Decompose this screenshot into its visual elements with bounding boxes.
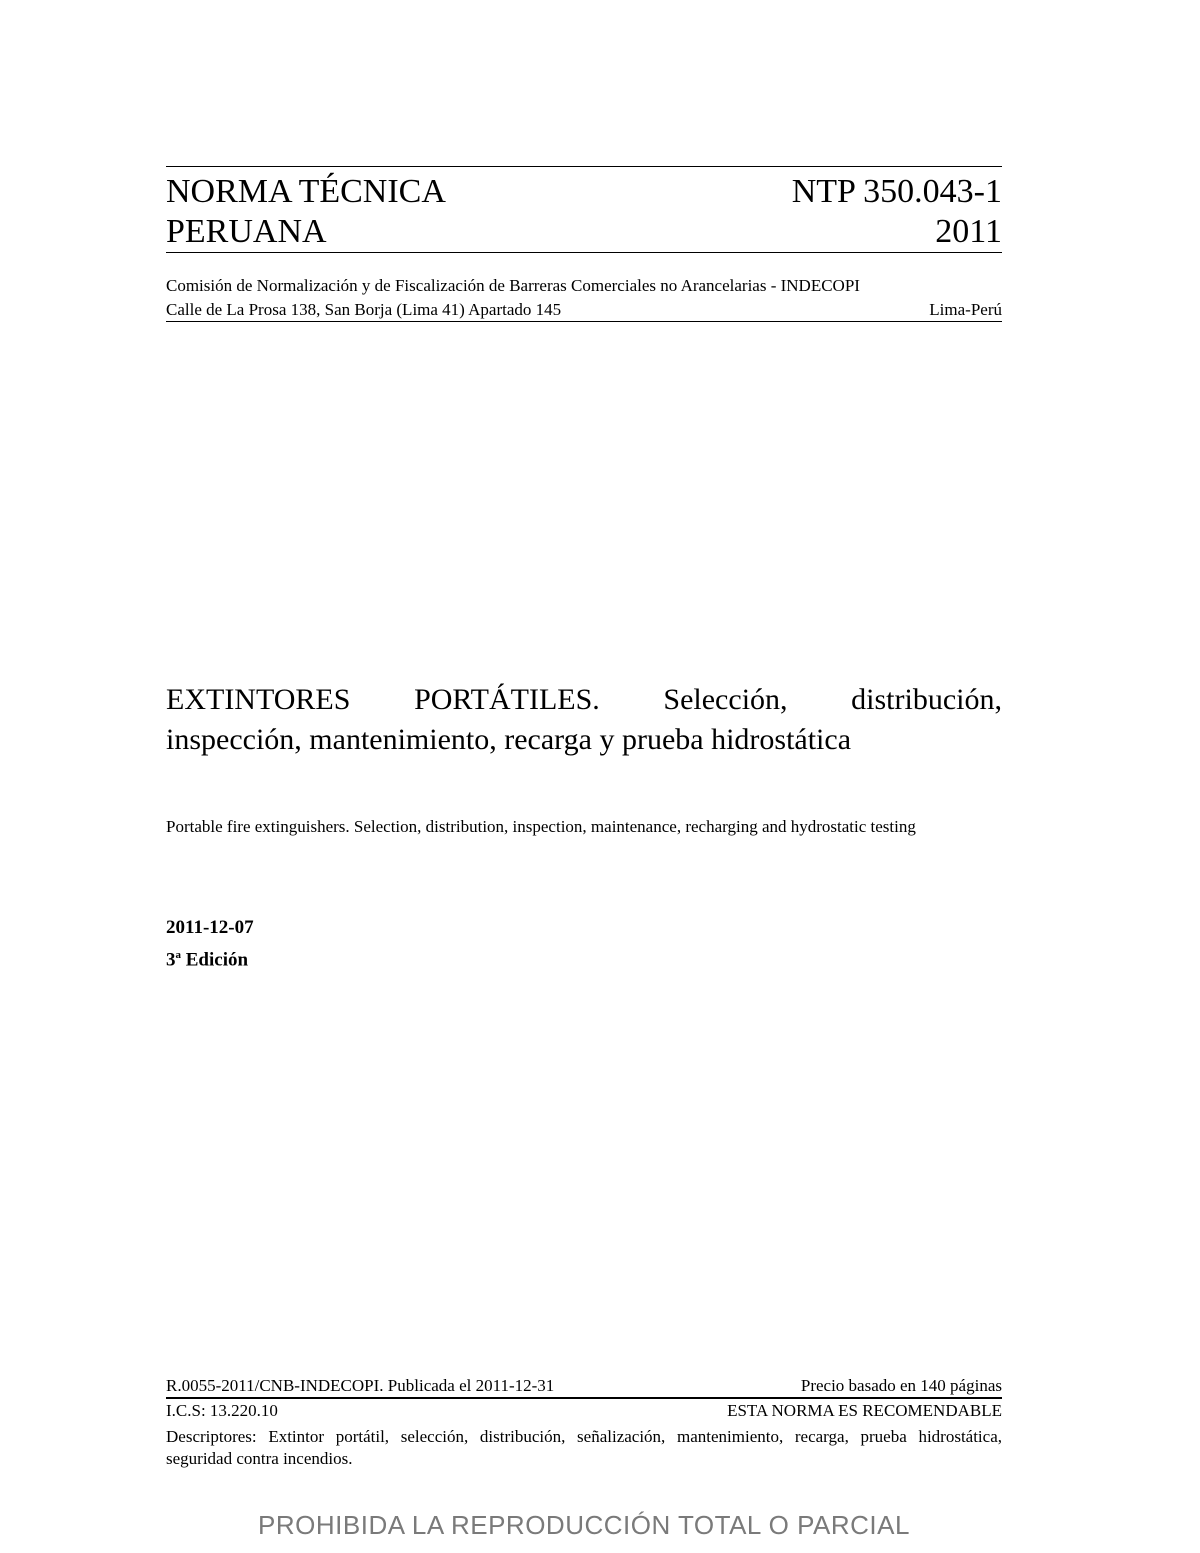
commission-name-row xyxy=(166,275,1002,297)
reproduction-watermark: PROHIBIDA LA REPRODUCCIÓN TOTAL O PARCIAL xyxy=(258,1510,910,1540)
standard-year: 2011 xyxy=(935,213,1002,250)
header-top-rule xyxy=(166,166,1002,167)
edition-number xyxy=(166,942,248,973)
title-word-1: EXTINTORES xyxy=(166,683,351,716)
title-word-2: PORTÁTILES. xyxy=(414,683,600,716)
english-subtitle: Portable fire extinguishers. Selection, distribution, inspection, maintenance, recharging and hydrostatic testing xyxy=(166,817,916,836)
title-word-4: distribución, xyxy=(851,683,1002,716)
recommendation-text: ESTA NORMA ES RECOMENDABLE xyxy=(727,1401,1002,1420)
footer-rule xyxy=(166,1397,1002,1399)
edition-date: 2011-12-07 xyxy=(166,917,254,938)
resolution-text: R.0055-2011/CNB-INDECOPI. Publicada el 2011-12-31 xyxy=(166,1376,555,1395)
ics-text: I.C.S: 13.220.10 xyxy=(166,1401,278,1420)
title-line-2: inspección, mantenimiento, recarga y prueba hidrostática xyxy=(166,723,852,756)
edition-label: Edición xyxy=(185,949,249,971)
edition-superscript: a xyxy=(175,949,181,961)
footer-row-1 xyxy=(166,1375,1002,1397)
commission-address-row xyxy=(166,299,1002,321)
title-word-3: Selección, xyxy=(663,683,788,716)
header-row-1 xyxy=(166,172,1002,212)
norma-label-line1: NORMA TÉCNICA xyxy=(166,173,446,210)
edition-num: 3 xyxy=(166,949,176,971)
commission-rule xyxy=(166,321,1002,322)
commission-address: Calle de La Prosa 138, San Borja (Lima 41) Apartado 145 xyxy=(166,300,562,319)
footer-row-2 xyxy=(166,1400,1002,1422)
commission-city: Lima-Perú xyxy=(929,300,1002,319)
price-text: Precio basado en 140 páginas xyxy=(800,1376,1002,1395)
commission-name: Comisión de Normalización y de Fiscalización de Barreras Comerciales no Arancelarias - INDECOPI xyxy=(166,276,860,295)
title-line-1 xyxy=(166,680,1002,720)
standard-code: NTP 350.043-1 xyxy=(791,173,1002,210)
document-title xyxy=(166,680,1002,760)
header-bottom-rule xyxy=(166,252,1002,253)
norma-label-line2: PERUANA xyxy=(166,213,327,250)
descriptors-text: Descriptores: Extintor portátil, selección, distribución, señalización, mantenimiento, recarga, prueba hidrostática, seguridad contra incendios. xyxy=(166,1427,1002,1468)
header-row-2 xyxy=(166,212,1002,252)
